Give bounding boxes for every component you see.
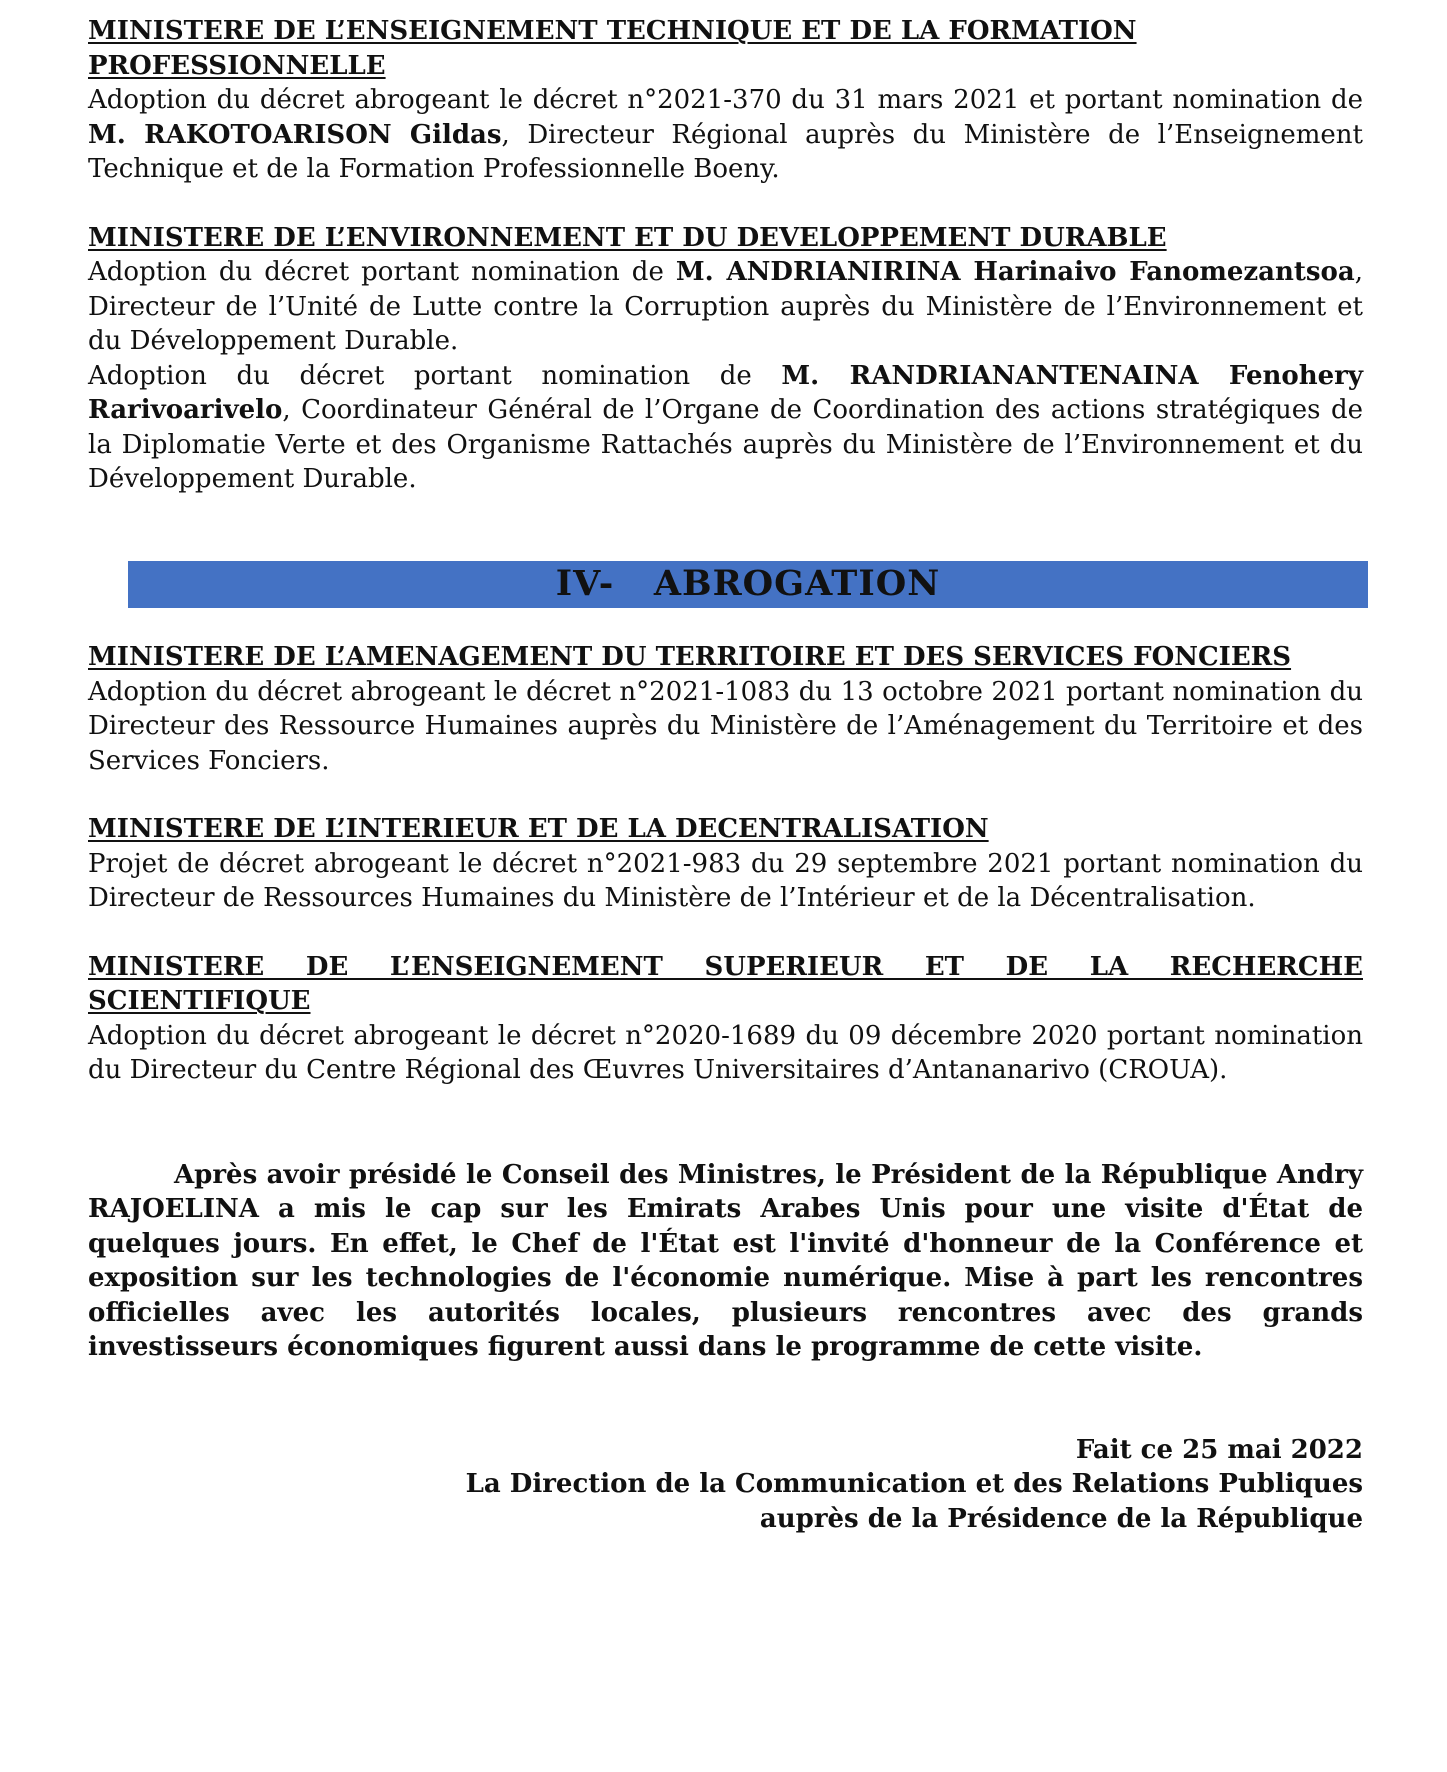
decree-paragraph [88, 255, 1363, 359]
section-environnement [88, 221, 1363, 497]
section-heading: MINISTERE DE L’ENSEIGNEMENT SUPERIEUR ET DE LA RECHERCHE SCIENTIFIQUE [88, 951, 1363, 1016]
section-heading: MINISTERE DE L’ENSEIGNEMENT TECHNIQUE ET DE LA FORMATION PROFESSIONNELLE [88, 16, 1137, 81]
signature-block [88, 1433, 1363, 1537]
section-interieur [88, 812, 1363, 916]
decree-paragraph: Adoption du décret abrogeant le décret n°2021-1083 du 13 octobre 2021 portant nomination du Directeur des Ressource Humaines auprès du Ministère de l’Aménagement du Territoire et des Services Fonciers. [88, 676, 1363, 776]
appointee-name: M. RANDRIANANTENAINA Fenohery Rarivoarivelo [88, 360, 1363, 425]
paragraph-text: Adoption du décret abrogeant le décret n°2021-370 du 31 mars 2021 et portant nomination de [88, 85, 1363, 115]
closing-paragraph: Après avoir présidé le Conseil des Ministres, le Président de la République Andry RAJOELINA a mis le cap sur les Emirats Arabes Unis pour une visite d'État de quelques jours. En effet, le Chef de l'État est l'invité d'honneur de la Conférence et exposition sur les technologies de l'économie numérique. Mise à part les rencontres officielles avec les autorités locales, plusieurs rencontres avec des grands investisseurs économiques figurent aussi dans le programme de cette visite. [88, 1159, 1363, 1362]
paragraph-text: , Directeur Régional auprès du Ministère de l’Enseignement Technique et de la Formation Professionnelle Boeny. [88, 119, 1364, 184]
section-enseignement-superieur [88, 950, 1363, 1088]
signature-line: La Direction de la Communication et des Relations Publiques [465, 1469, 1363, 1499]
section-heading: MINISTERE DE L’AMENAGEMENT DU TERRITOIRE ET DES SERVICES FONCIERS [88, 642, 1292, 672]
section-amenagement [88, 640, 1363, 778]
appointee-name: M. RAKOTOARISON Gildas [88, 119, 502, 150]
appointee-name: M. ANDRIANIRINA Harinaivo Fanomezantsoa [675, 257, 1355, 287]
section-enseignement-technique [88, 14, 1363, 187]
banner-title: IV- ABROGATION [555, 563, 941, 604]
section-heading: MINISTERE DE L’ENVIRONNEMENT ET DU DEVELOPPEMENT DURABLE [88, 222, 1167, 253]
section-heading: MINISTERE DE L’INTERIEUR ET DE LA DECENTRALISATION [88, 814, 989, 844]
decree-paragraph [88, 83, 1363, 187]
signature-line: auprès de la Présidence de la République [759, 1503, 1363, 1534]
signature-date: Fait ce 25 mai 2022 [1075, 1434, 1363, 1465]
paragraph-text: Adoption du décret portant nomination de [88, 257, 676, 287]
decree-paragraph: Projet de décret abrogeant le décret n°2021-983 du 29 septembre 2021 portant nomination du Directeur de Ressources Humaines du Ministère de l’Intérieur et de la Décentralisation. [88, 848, 1363, 913]
paragraph-text: , Directeur de l’Unité de Lutte contre la Corruption auprès du Ministère de l’Environnement et du Développement Durable. [88, 257, 1364, 356]
decree-paragraph: Adoption du décret abrogeant le décret n°2020-1689 du 09 décembre 2020 portant nomination du Directeur du Centre Régional des Œuvres Universitaires d’Antananarivo (CROUA). [88, 1020, 1363, 1085]
paragraph-text: , Coordinateur Général de l’Organe de Coordination des actions stratégiques de la Diplomatie Verte et des Organisme Rattachés auprès du Ministère de l’Environnement et du Développement Durable. [88, 395, 1363, 494]
abrogation-body [88, 640, 1363, 1536]
decree-paragraph [88, 359, 1363, 497]
paragraph-text: Adoption du décret portant nomination de [88, 360, 782, 391]
abrogation-banner [128, 561, 1368, 608]
document-body [88, 14, 1363, 497]
